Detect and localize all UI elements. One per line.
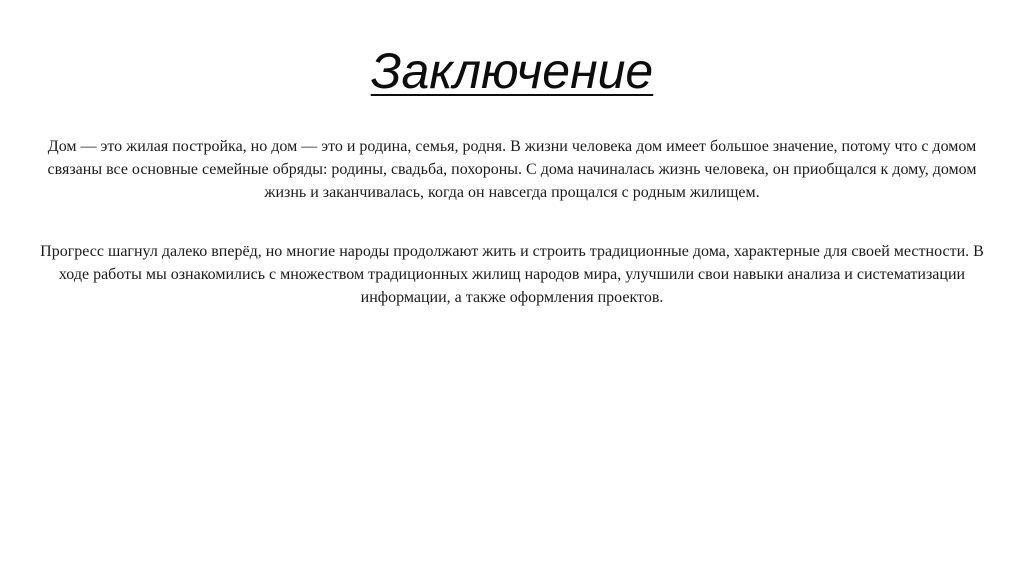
conclusion-paragraph-1: Дом — это жилая постройка, но дом — это и родина, семья, родня. В жизни человека дом имеет большое значение, потому что с домом связаны все основные семейные обряды: родины, свадьба, похороны. С дома начиналась жизнь человека, он приобщался к дому, домом жизнь и заканчивалась, когда он навсегда прощался с родным жилищем. (47, 138, 977, 201)
slide-title: Заключение (370, 43, 654, 99)
conclusion-paragraph-2: Прогресс шагнул далеко вперёд, но многие народы продолжают жить и строить традиционные дома, характерные для своей местности. В ходе работы мы ознакомились с множеством традиционных жилищ народов мира, улучшили свои навыки анализа и систематизации информации, а также оформления проектов. (40, 243, 984, 306)
